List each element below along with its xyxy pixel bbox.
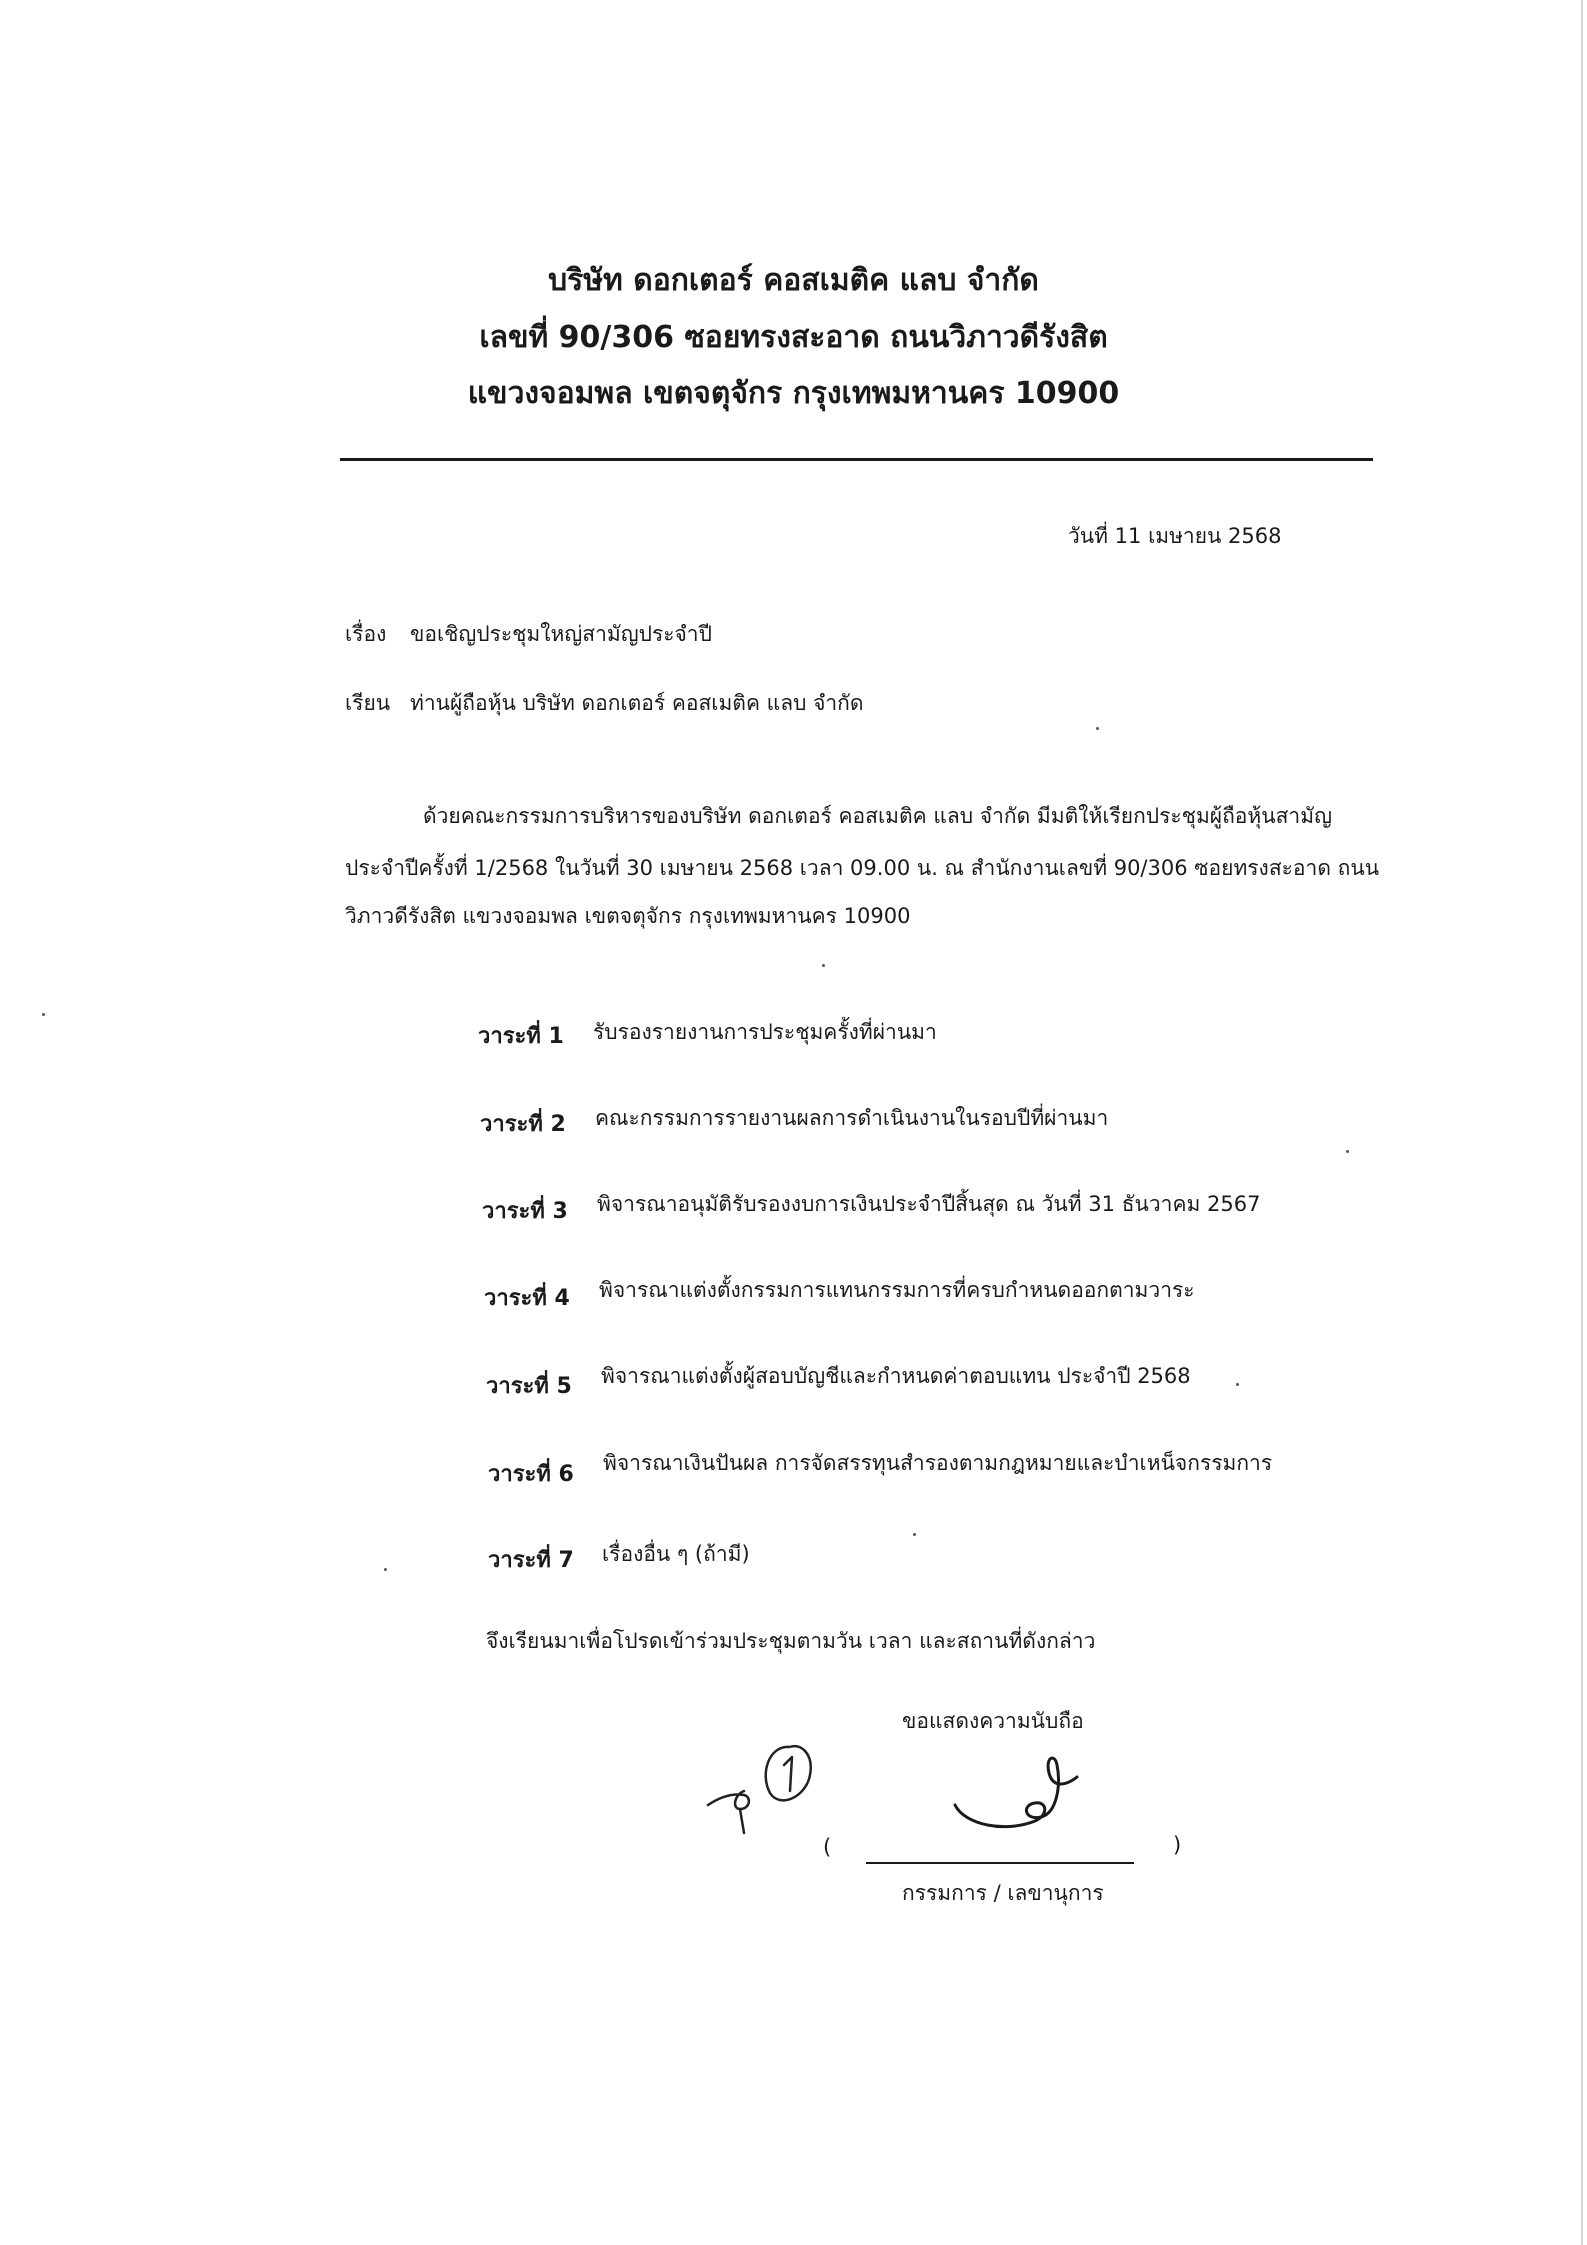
scan-speck <box>384 1568 387 1571</box>
letterhead-company-name: บริษัท ดอกเตอร์ คอสเมติค แลบ จำกัด <box>548 263 1039 298</box>
agenda-number: วาระที่ 5 <box>486 1374 572 1399</box>
signature-paren-close: ) <box>1173 1833 1182 1857</box>
agenda-number: วาระที่ 1 <box>478 1024 564 1049</box>
signature-title: กรรมการ / เลขานุการ <box>902 1881 1104 1905</box>
body-line-3: วิภาวดีรังสิต แขวงจอมพล เขตจตุจักร กรุงเทพมหานคร 10900 <box>345 904 911 928</box>
agenda-text: คณะกรรมการรายงานผลการดำเนินงานในรอบปีที่ผ่านมา <box>595 1106 1109 1130</box>
agenda-number: วาระที่ 7 <box>488 1548 574 1573</box>
scan-edge-shadow <box>1581 0 1583 2245</box>
letterhead-address-line1: เลขที่ 90/306 ซอยทรงสะอาด ถนนวิภาวดีรังสิต <box>479 320 1108 355</box>
agenda-text: พิจารณาแต่งตั้งกรรมการแทนกรรมการที่ครบกำหนดออกตามวาระ <box>599 1278 1195 1302</box>
agenda-text: พิจารณาเงินปันผล การจัดสรรทุนสำรองตามกฎหมายและบำเหน็จกรรมการ <box>603 1451 1273 1475</box>
letterhead-divider <box>340 458 1373 461</box>
body-line-1: ด้วยคณะกรรมการบริหารของบริษัท ดอกเตอร์ คอสเมติค แลบ จำกัด มีมติให้เรียกประชุมผู้ถือหุ้นสามัญ <box>423 804 1332 828</box>
subject-text: ขอเชิญประชุมใหญ่สามัญประจำปี <box>410 622 712 646</box>
agenda-text: พิจารณาอนุมัติรับรองงบการเงินประจำปีสิ้นสุด ณ วันที่ 31 ธันวาคม 2567 <box>597 1192 1261 1216</box>
agenda-number: วาระที่ 3 <box>482 1199 568 1224</box>
body-line-2: ประจำปีครั้งที่ 1/2568 ในวันที่ 30 เมษายน 2568 เวลา 09.00 น. ณ สำนักงานเลขที่ 90/306 ซอยทรงสะอาด ถนน <box>345 856 1380 880</box>
recipient-label: เรียน <box>345 691 391 715</box>
scan-speck <box>1236 1383 1239 1386</box>
regards-text: ขอแสดงความนับถือ <box>902 1709 1084 1733</box>
agenda-number: วาระที่ 4 <box>484 1286 570 1311</box>
handwritten-initials <box>700 1735 830 1845</box>
closing-text: จึงเรียนมาเพื่อโปรดเข้าร่วมประชุมตามวัน เวลา และสถานที่ดังกล่าว <box>486 1629 1096 1653</box>
agenda-text: พิจารณาแต่งตั้งผู้สอบบัญชีและกำหนดค่าตอบแทน ประจำปี 2568 <box>601 1364 1191 1388</box>
scan-speck <box>913 1533 916 1536</box>
signature-paren-open: ( <box>823 1835 832 1859</box>
signature-scribble <box>945 1745 1095 1845</box>
agenda-number: วาระที่ 2 <box>480 1112 566 1137</box>
scan-speck <box>822 964 825 967</box>
recipient-text: ท่านผู้ถือหุ้น บริษัท ดอกเตอร์ คอสเมติค แลบ จำกัด <box>410 691 864 715</box>
scan-speck <box>1096 727 1099 730</box>
scan-speck <box>42 1013 45 1016</box>
agenda-number: วาระที่ 6 <box>488 1462 574 1487</box>
letterhead-address-line2: แขวงจอมพล เขตจตุจักร กรุงเทพมหานคร 10900 <box>467 376 1120 411</box>
scan-speck <box>1346 1150 1349 1153</box>
letter-date: วันที่ 11 เมษายน 2568 <box>1068 524 1282 548</box>
agenda-text: เรื่องอื่น ๆ (ถ้ามี) <box>602 1542 750 1566</box>
signature-line <box>866 1862 1134 1864</box>
subject-label: เรื่อง <box>345 622 387 646</box>
agenda-text: รับรองรายงานการประชุมครั้งที่ผ่านมา <box>593 1020 937 1044</box>
